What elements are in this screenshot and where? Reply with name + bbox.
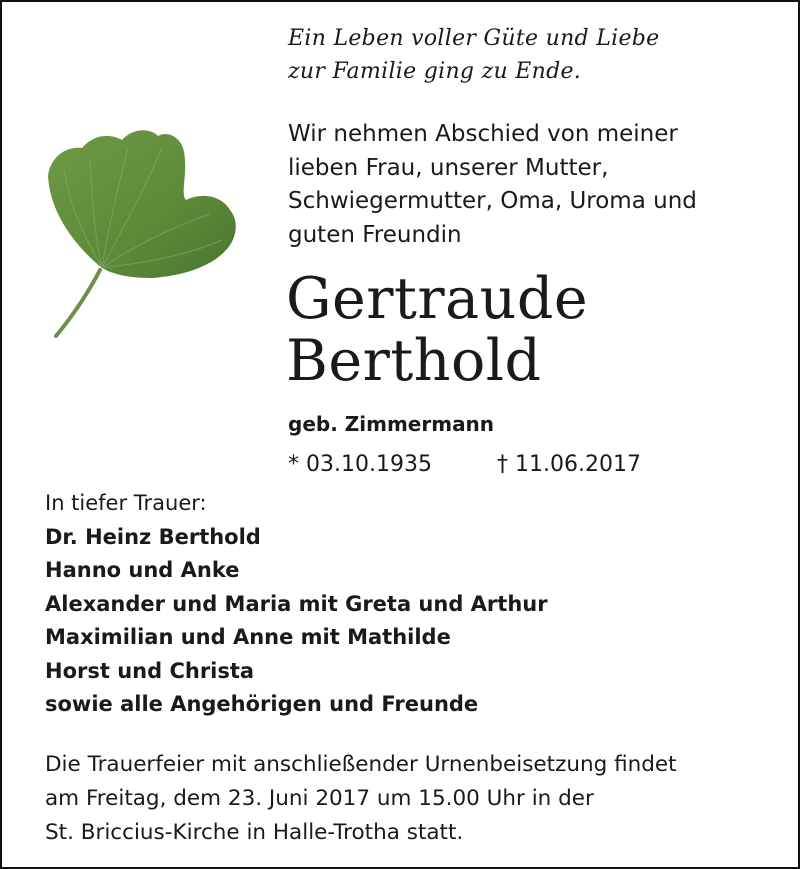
- motto: [288, 22, 768, 88]
- mourner-name: Hanno und Anke: [45, 558, 240, 582]
- motto-line-2: zur Familie ging zu Ende.: [288, 59, 582, 84]
- mourner-name: Maximilian und Anne mit Mathilde: [45, 625, 451, 649]
- service-info: [45, 748, 785, 850]
- first-name: Gertraude: [286, 266, 589, 332]
- deceased-name: [286, 268, 786, 392]
- mourner-name: sowie alle Angehörigen und Freunde: [45, 692, 479, 716]
- death-date: † 11.06.2017: [497, 452, 641, 477]
- service-line-2: am Freitag, dem 23. Juni 2017 um 15.00 Uhr in der: [45, 786, 594, 811]
- mourner-name: Dr. Heinz Berthold: [45, 524, 261, 549]
- mourners-heading: In tiefer Trauer:: [45, 491, 207, 515]
- ginkgo-leaf-icon: [30, 118, 260, 348]
- mourner-name: Alexander und Maria mit Greta und Arthur: [45, 591, 548, 616]
- birth-date: * 03.10.1935: [288, 452, 432, 477]
- intro-line-4: guten Freundin: [288, 221, 462, 248]
- intro-line-3: Schwiegermutter, Oma, Uroma und: [288, 188, 697, 214]
- motto-line-1: Ein Leben voller Güte und Liebe: [288, 26, 660, 51]
- last-name: Berthold: [286, 328, 542, 394]
- intro-line-1: Wir nehmen Abschied von meiner: [288, 121, 678, 147]
- service-line-1: Die Trauerfeier mit anschließender Urnenbeisetzung findet: [45, 752, 677, 777]
- mourners-list: [45, 487, 765, 722]
- intro-line-2: lieben Frau, unserer Mutter,: [288, 154, 609, 181]
- mourner-name: Horst und Christa: [45, 658, 255, 683]
- birth-name: geb. Zimmermann: [288, 412, 495, 436]
- intro-text: [288, 118, 768, 252]
- service-line-3: St. Briccius-Kirche in Halle-Trotha statt.: [45, 820, 464, 845]
